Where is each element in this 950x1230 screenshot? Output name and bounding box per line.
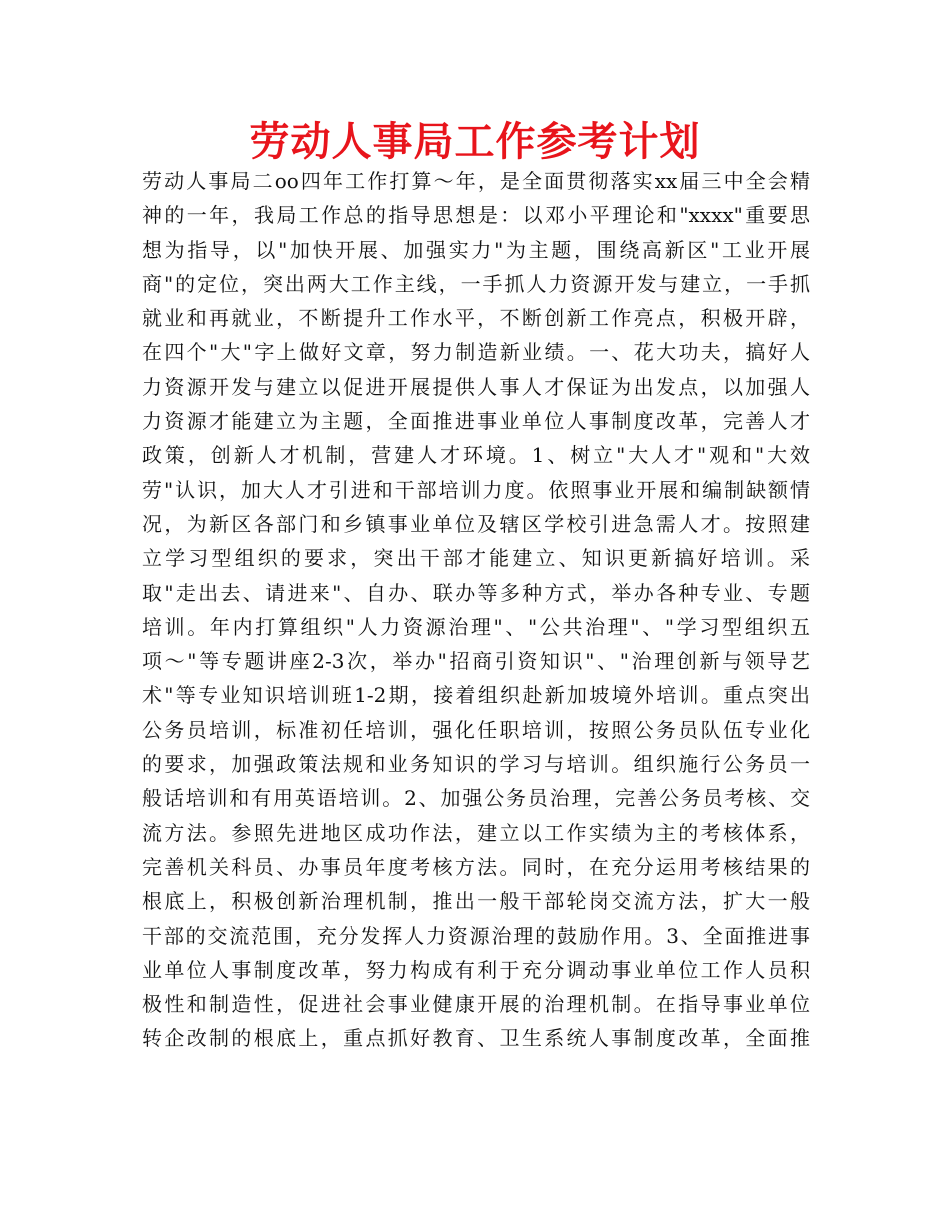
body-line: 的要求，加强政策法规和业务知识的学习与培训。组织施行公务员一 (142, 752, 810, 777)
body-line: 般话培训和有用英语培训。2、加强公务员治理，完善公务员考核、交 (142, 786, 810, 811)
body-line: 劳"认识，加大人才引进和干部培训力度。依照事业开展和编制缺额情 (142, 477, 810, 502)
body-line: 公务员培训，标准初任培训，强化任职培训，按照公务员队伍专业化 (142, 717, 810, 742)
body-line: 力资源才能建立为主题，全面推进事业单位人事制度改革，完善人才 (142, 409, 810, 434)
body-line: 就业和再就业，不断提升工作水平，不断创新工作亮点，积极开辟， (142, 306, 810, 331)
body-line: 培训。年内打算组织"人力资源治理"、"公共治理"、"学习型组织五 (142, 614, 810, 639)
body-line: 转企改制的根底上，重点抓好教育、卫生系统人事制度改革，全面推 (142, 1026, 810, 1051)
body-line: 极性和制造性，促进社会事业健康开展的治理机制。在指导事业单位 (142, 992, 810, 1017)
body-line: 力资源开发与建立以促进开展提供人事人才保证为出发点，以加强人 (142, 374, 810, 399)
body-line: 术"等专业知识培训班1-2期，接着组织赴新加坡境外培训。重点突出 (142, 683, 810, 708)
body-line: 取"走出去、请进来"、自办、联办等多种方式，举办各种专业、专题 (142, 580, 810, 605)
body-line: 业单位人事制度改革，努力构成有利于充分调动事业单位工作人员积 (142, 957, 810, 982)
body-line: 在四个"大"字上做好文章，努力制造新业绩。一、花大功夫，搞好人 (142, 340, 810, 365)
body-line: 想为指导，以"加快开展、加强实力"为主题，围绕高新区"工业开展 (142, 237, 810, 262)
body-line: 干部的交流范围，充分发挥人力资源治理的鼓励作用。3、全面推进事 (142, 923, 810, 948)
body-line: 完善机关科员、办事员年度考核方法。同时，在充分运用考核结果的 (142, 854, 810, 879)
body-line: 劳动人事局二oo四年工作打算～年，是全面贯彻落实xx届三中全会精 (142, 169, 810, 193)
body-line: 立学习型组织的要求，突出干部才能建立、知识更新搞好培训。采 (142, 546, 810, 571)
body-line: 况，为新区各部门和乡镇事业单位及辖区学校引进急需人才。按照建 (142, 511, 810, 536)
document-body (142, 164, 810, 1056)
body-line: 商"的定位，突出两大工作主线，一手抓人力资源开发与建立，一手抓 (142, 271, 810, 296)
document-title: 劳动人事局工作参考计划 (249, 119, 701, 165)
body-line: 神的一年，我局工作总的指导思想是：以邓小平理论和"xxxx"重要思 (142, 203, 810, 228)
body-line: 根底上，积极创新治理机制，推出一般干部轮岗交流方法，扩大一般 (142, 889, 810, 914)
body-line: 项～"等专题讲座2-3次，举办"招商引资知识"、"治理创新与领导艺 (142, 649, 810, 674)
body-line: 流方法。参照先进地区成功作法，建立以工作实绩为主的考核体系， (142, 820, 810, 845)
body-line: 政策，创新人才机制，营建人才环境。1、树立"大人才"观和"大效 (142, 443, 810, 468)
